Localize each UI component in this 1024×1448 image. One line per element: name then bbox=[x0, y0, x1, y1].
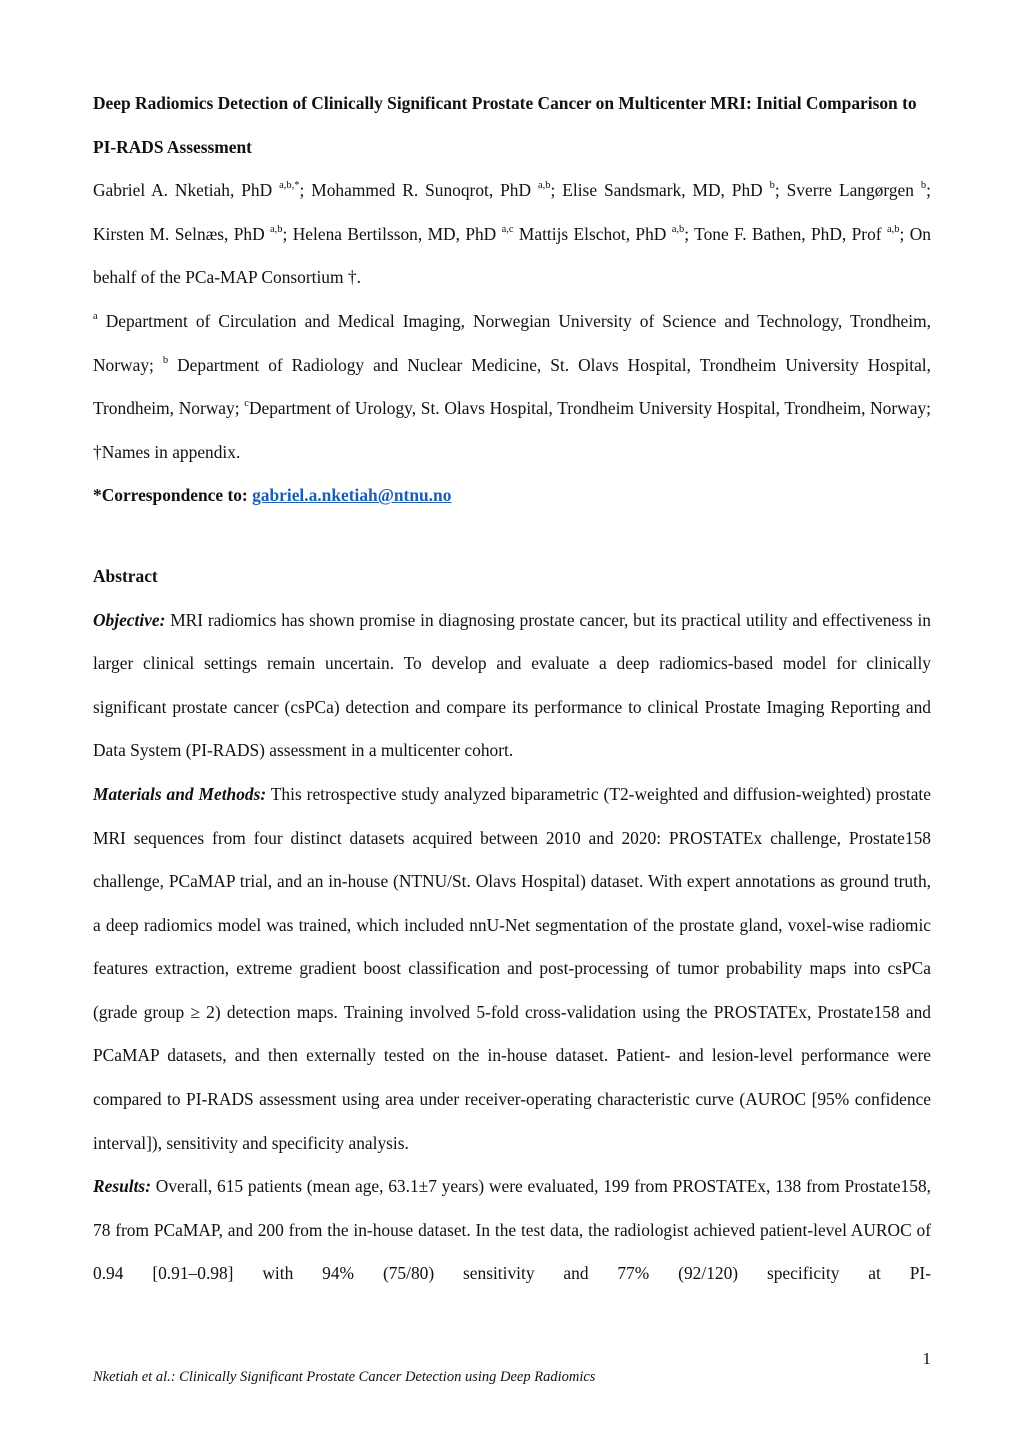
names-note: †Names in appendix. bbox=[93, 441, 241, 462]
abstract-objective bbox=[93, 599, 931, 773]
methods-label: Materials and Methods: bbox=[93, 783, 267, 804]
consortium-note: On behalf of the PCa-MAP Consortium †. bbox=[93, 223, 931, 288]
objective-text: MRI radiomics has shown promise in diagnosing prostate cancer, but its practical utility and effectiveness in larger clinical settings remain uncertain. To develop and evaluate a deep radiomics-based model for clinically significant prostate cancer (csPCa) detection and compare its performance to clinical Prostate Imaging Reporting and Data System (PI-RADS) assessment in a multicenter cohort. bbox=[93, 609, 931, 761]
running-title: Nketiah et al.: Clinically Significant Prostate Cancer Detection using Deep Radiomics bbox=[93, 1369, 596, 1385]
abstract-results bbox=[93, 1165, 931, 1296]
paper-title: Deep Radiomics Detection of Clinically Significant Prostate Cancer on Multicenter MRI: Initial Comparison to PI-RADS Assessment bbox=[93, 93, 917, 157]
abstract-methods bbox=[93, 773, 931, 1165]
author: Gabriel A. Nketiah, PhD $^{a,b,*}$; bbox=[93, 180, 312, 201]
correspondence bbox=[93, 474, 931, 518]
author: Tone F. Bathen, PhD, Prof $^{a,b}$; bbox=[694, 223, 910, 244]
affiliation-c: Department of Urology, St. Olavs Hospital, Trondheim University Hospital, Trondheim, Norway; bbox=[248, 398, 931, 419]
correspondence-email-link[interactable]: gabriel.a.nketiah@ntnu.no bbox=[252, 485, 452, 506]
paper-page bbox=[93, 82, 931, 1296]
author-list bbox=[93, 169, 931, 300]
author: Mattijs Elschot, PhD $^{a,b}$; bbox=[518, 223, 695, 244]
author: Elise Sandsmark, MD, PhD $^b$; bbox=[562, 180, 787, 201]
affiliation-b: Department of Radiology and Nuclear Medicine, St. Olavs Hospital, Trondheim University Hospital, Trondheim, Norway; bbox=[93, 354, 931, 419]
section-gap bbox=[93, 518, 931, 555]
author: Mohammed R. Sunoqrot, PhD $^{a,b}$; bbox=[311, 180, 563, 201]
abstract-heading: Abstract bbox=[93, 565, 158, 586]
results-text: Overall, 615 patients (mean age, 63.1±7 years) were evaluated, 199 from PROSTATEx, 138 from Prostate158, 78 from PCaMAP, and 200 from the in-house dataset. In the test data, the radiologist achieved patient-level AUROC of 0.94 [0.91–0.98] with 94% (75/80) sensitivity and 77% (92/120) specificity at PI- bbox=[93, 1176, 931, 1284]
correspondence-label: *Correspondence to: bbox=[93, 485, 248, 506]
author: Helena Bertilsson, MD, PhD $^{a,c}$ bbox=[292, 223, 514, 244]
author: Sverre Langørgen $^b$; bbox=[786, 180, 931, 201]
affiliation-a: Department of Circulation and Medical Imaging, Norwegian University of Science and Technology, Trondheim, Norway; bbox=[93, 310, 931, 375]
methods-text: This retrospective study analyzed biparametric (T2-weighted and diffusion-weighted) prostate MRI sequences from four distinct datasets acquired between 2010 and 2020: PROSTATEx challenge, Prostate158 challenge, PCaMAP trial, and an in-house (NTNU/St. Olavs Hospital) dataset. With expert annotations as ground truth, a deep radiomics model was trained, which included nnU-Net segmentation of the prostate gland, voxel-wise radiomic features extraction, extreme gradient boost classification and post-processing of tumor probability maps into csPCa (grade group ≥ 2) detection maps. Training involved 5-fold cross-validation using the PROSTATEx, Prostate158 and PCaMAP datasets, and then externally tested on the in-house dataset. Patient- and lesion-level performance were compared to PI-RADS assessment using area under receiver-operating characteristic curve (AUROC [95% confidence interval]), sensitivity and specificity analysis. bbox=[93, 783, 931, 1153]
affiliations: $^a$ Department of Circulation and Medical Imaging, Norwegian University of Science and Technology, Trondheim, Norway; $^b$ Department of Radiology and Nuclear Medicine, St. Olavs Hospital, Trondheim University Hospital, Trondheim, Norway; $^c$Department of Urology, St. Olavs Hospital, Trondheim University Hospital, Trondheim, Norway; †Names in appendix. bbox=[93, 310, 931, 462]
objective-label: Objective: bbox=[93, 609, 166, 630]
page-number: 1 bbox=[922, 1349, 931, 1368]
author: Kirsten M. Selnæs, PhD $^{a,b}$; bbox=[93, 223, 293, 244]
results-label: Results: bbox=[93, 1176, 151, 1197]
